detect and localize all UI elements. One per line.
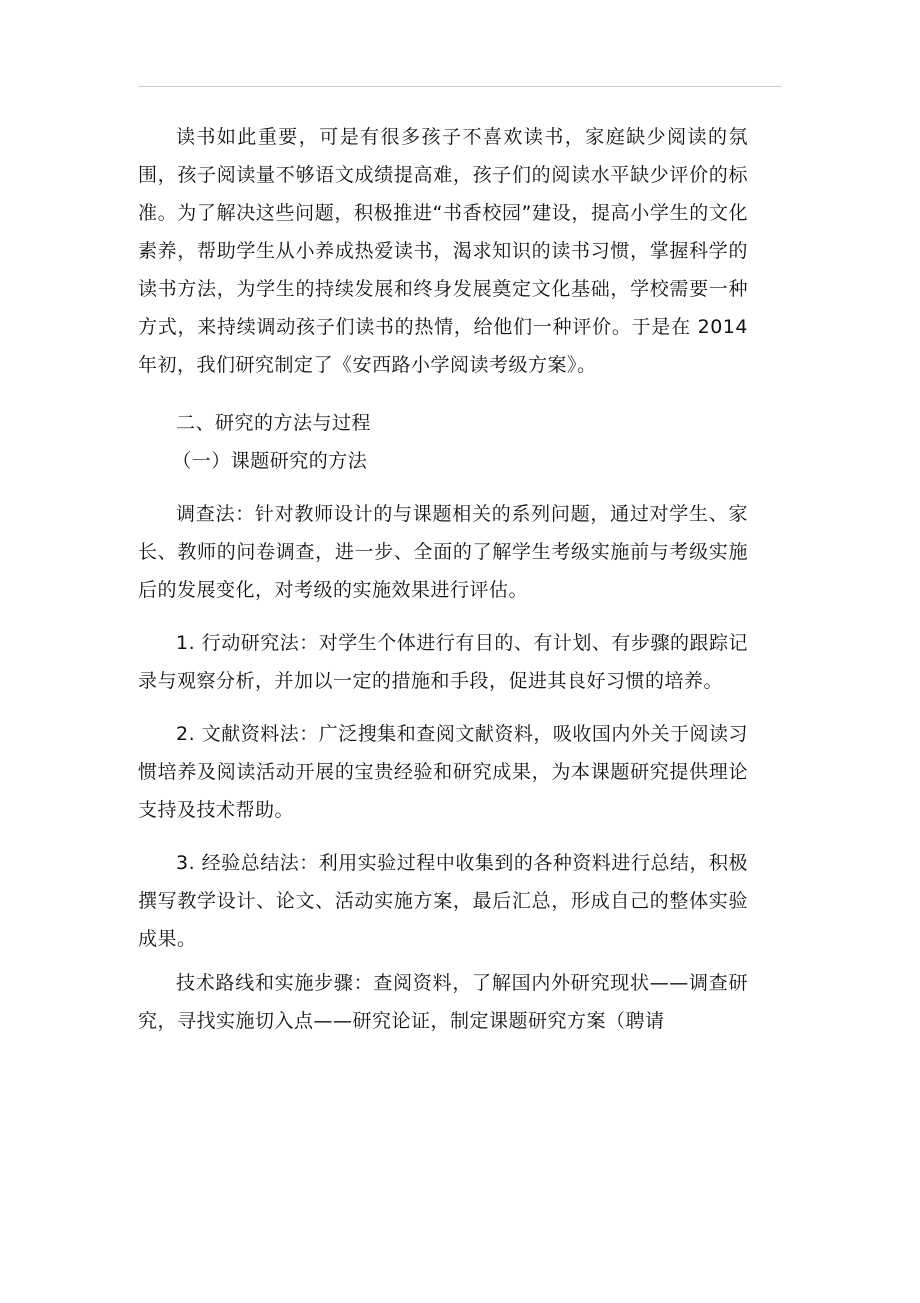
- header-divider: [138, 86, 782, 87]
- paragraph-survey-method: 调查法：针对教师设计的与课题相关的系列问题，通过对学生、家长、教师的问卷调查，进一步、全面的了解学生考级实施前与考级实施后的发展变化，对考级的实施效果进行评估。: [138, 503, 748, 601]
- subsection-heading: （一）课题研究的方法: [172, 450, 368, 472]
- document-body: [138, 118, 748, 1040]
- paragraph-technical-route: 技术路线和实施步骤：查阅资料，了解国内外研究现状——调查研究，寻找实施切入点——研究论证，制定课题研究方案（聘请: [138, 972, 748, 1032]
- paragraph-literature-method: 2. 文献资料法：广泛搜集和查阅文献资料，吸收国内外关于阅读习惯培养及阅读活动开展的宝贵经验和研究成果，为本课题研究提供理论支持及技术帮助。: [138, 723, 748, 821]
- paragraph-experience-summary: 3. 经验总结法：利用实验过程中收集到的各种资料进行总结，积极撰写教学设计、论文、活动实施方案，最后汇总，形成自己的整体实验成果。: [138, 852, 748, 950]
- paragraph-action-research: 1. 行动研究法：对学生个体进行有目的、有计划、有步骤的跟踪记录与观察分析，并加以一定的措施和手段，促进其良好习惯的培养。: [138, 632, 748, 692]
- section-heading: 二、研究的方法与过程: [176, 412, 372, 434]
- paragraph-intro: 读书如此重要，可是有很多孩子不喜欢读书，家庭缺少阅读的氛围，孩子阅读量不够语文成绩提高难，孩子们的阅读水平缺少评价的标准。为了解决这些问题，积极推进“书香校园”建设，提高小学生的文化素养，帮助学生从小养成热爱读书，渴求知识的读书习惯，掌握科学的读书方法，为学生的持续发展和终身发展奠定文化基础，学校需要一种方式，来持续调动孩子们读书的热情，给他们一种评价。于是在 2014 年初，我们研究制定了《安西路小学阅读考级方案》。: [138, 126, 748, 376]
